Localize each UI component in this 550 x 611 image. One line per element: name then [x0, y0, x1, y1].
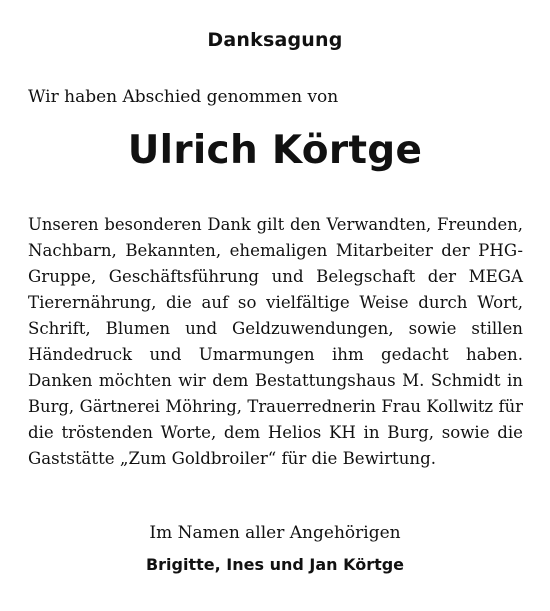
body-line: Nachbarn, Bekannten, ehemaligen Mitarbeiter der PHG- — [28, 241, 523, 260]
body-line: Gruppe, Geschäftsführung und Belegschaft der MEGA — [28, 267, 523, 286]
thanks-paragraph — [28, 212, 524, 472]
body-line: Unseren besonderen Dank gilt den Verwandten, Freunden, — [28, 215, 523, 234]
notice-intro: Wir haben Abschied genommen von — [28, 87, 339, 107]
signers-names: Brigitte, Ines und Jan Körtge — [145, 555, 405, 574]
body-line: Danken möchten wir dem Bestattungshaus M. Schmidt in — [28, 371, 523, 390]
body-line: Burg, Gärtnerei Möhring, Trauerrednerin Frau Kollwitz für — [28, 397, 523, 416]
closing-line: Im Namen aller Angehörigen — [149, 523, 401, 543]
body-line: Tierernährung, die auf so vielfältige Weise durch Wort, — [28, 293, 523, 312]
body-line: Gaststätte „Zum Goldbroiler“ für die Bewirtung. — [28, 449, 436, 468]
body-line: die tröstenden Worte, dem Helios KH in Burg, sowie die — [28, 423, 523, 442]
body-line: Schrift, Blumen und Geldzuwendungen, sowie stillen — [28, 319, 523, 338]
deceased-name: Ulrich Körtge — [127, 128, 423, 173]
body-line: Händedruck und Umarmungen ihm gedacht haben. — [28, 345, 523, 364]
notice-heading: Danksagung — [207, 29, 343, 51]
